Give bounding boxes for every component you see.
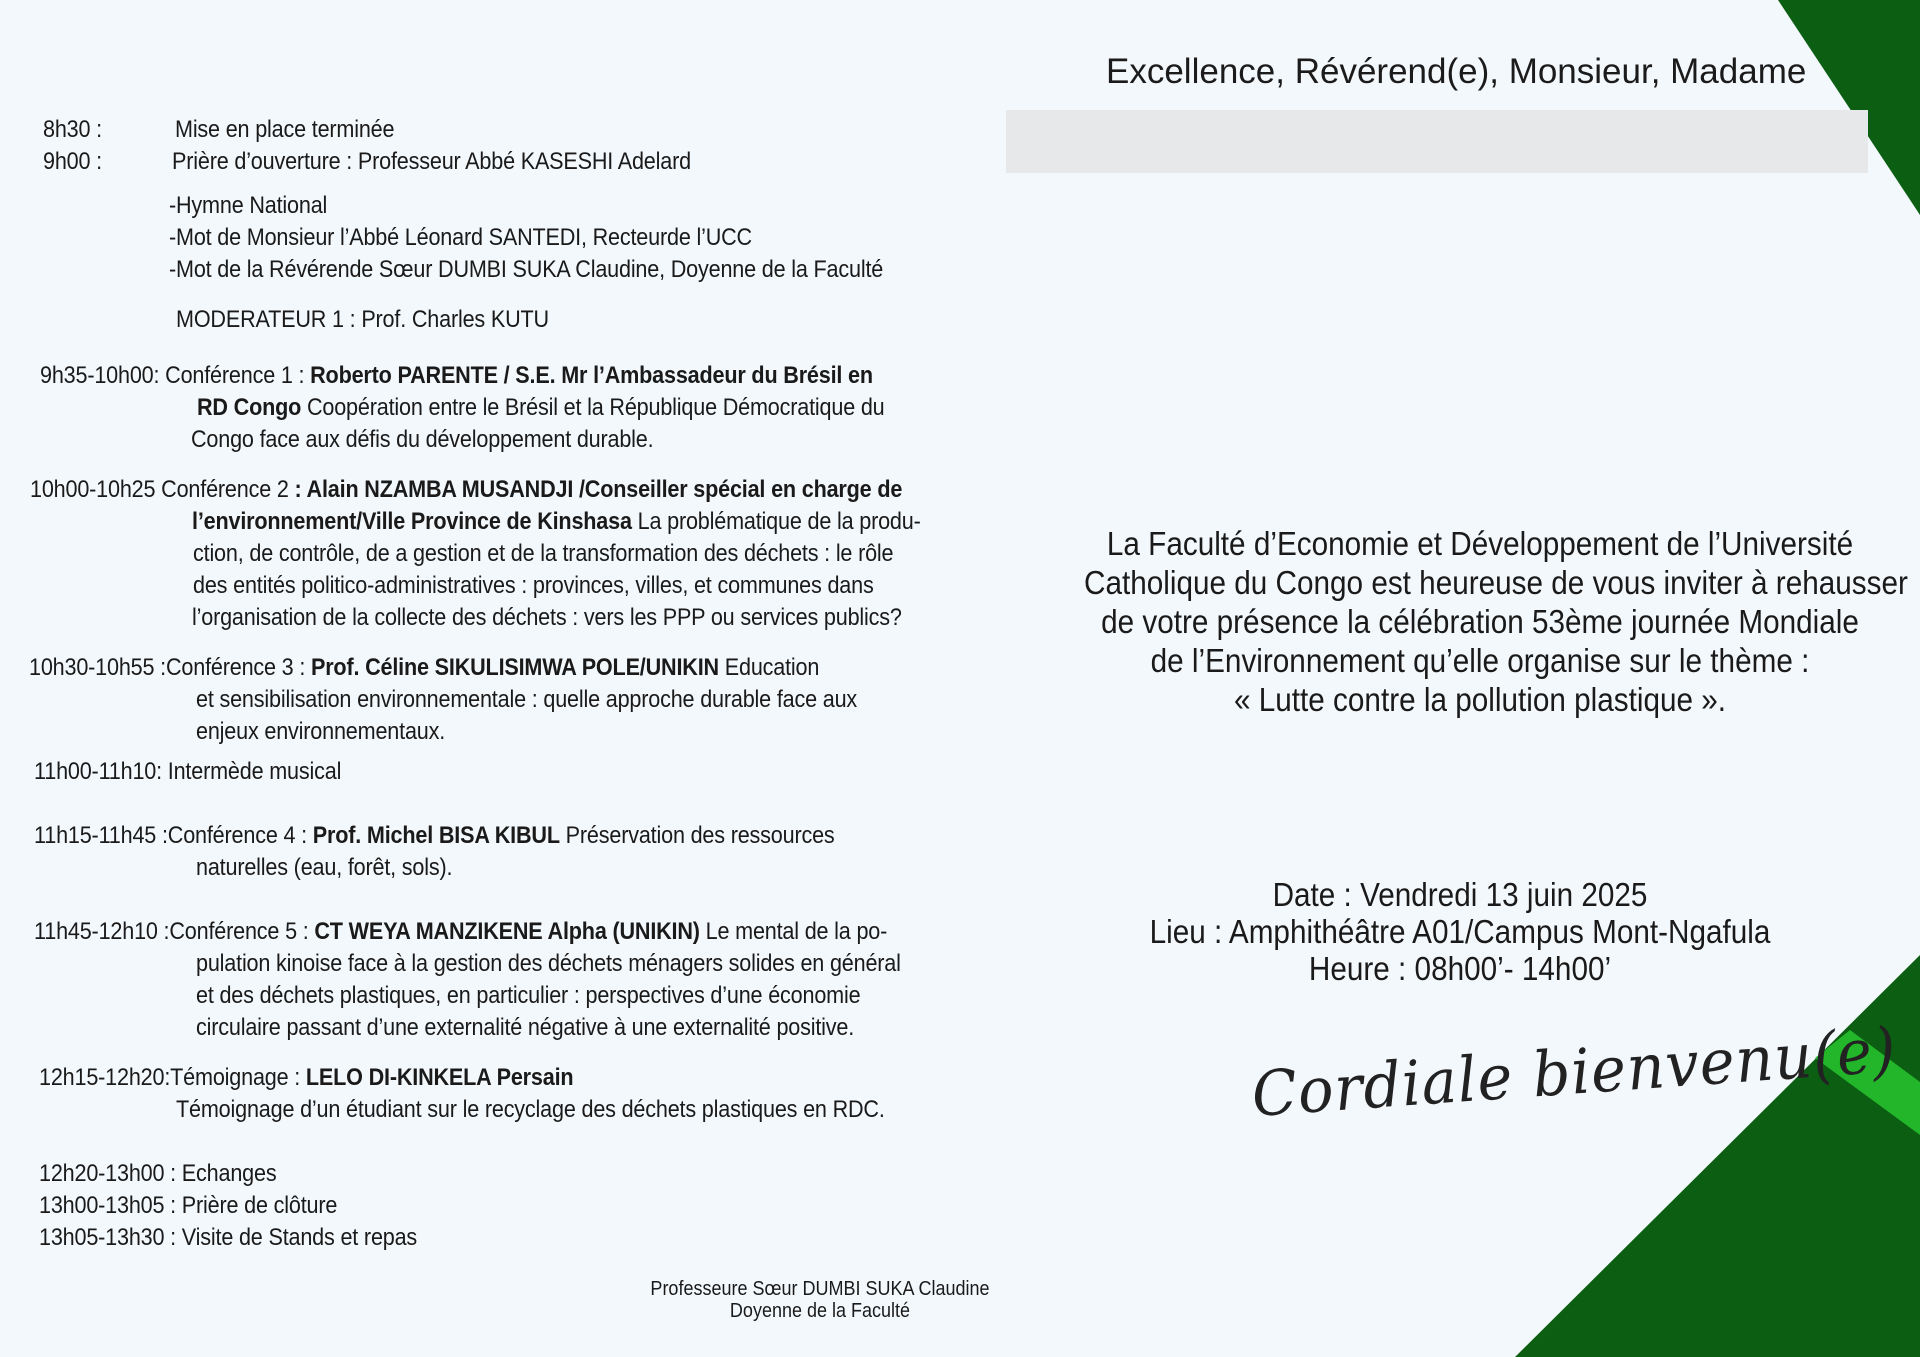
invitation-line-1: La Faculté d’Economie et Développement de l’Université bbox=[1106, 525, 1854, 562]
time-0830: 8h30 : bbox=[43, 116, 102, 143]
conference-2-line-1: 10h00-10h25 Conférence 2 : Alain NZAMBA MUSANDJI /Conseiller spécial en charge de bbox=[30, 476, 903, 503]
greeting: Excellence, Révérend(e), Monsieur, Madame bbox=[1106, 52, 1807, 91]
conference-1-line-2: RD Congo Coopération entre le Brésil et la République Démocratique du bbox=[197, 394, 885, 421]
dean-title: Doyenne de la Faculté bbox=[729, 1300, 911, 1322]
grey-banner bbox=[1006, 110, 1868, 173]
item-anthem: -Hymne National bbox=[169, 192, 328, 219]
item-opening-prayer: Prière d’ouverture : Professeur Abbé KASESHI Adelard bbox=[172, 148, 691, 175]
conference-3-line-1: 10h30-10h55 :Conférence 3 : Prof. Céline SIKULISIMWA POLE/UNIKIN Education bbox=[29, 654, 820, 681]
invitation-line-4: de l’Environnement qu’elle organise sur le thème : bbox=[1150, 642, 1810, 679]
event-place: Lieu : Amphithéâtre A01/Campus Mont-Ngafula bbox=[1149, 913, 1771, 950]
invitation-line-3: de votre présence la célébration 53ème journée Mondiale bbox=[1101, 603, 1859, 640]
event-date: Date : Vendredi 13 juin 2025 bbox=[1272, 876, 1648, 913]
closing-prayer: 13h00-13h05 : Prière de clôture bbox=[39, 1192, 338, 1219]
conference-3-line-2: et sensibilisation environnementale : quelle approche durable face aux bbox=[196, 686, 858, 713]
testimony-line-2: Témoignage d’un étudiant sur le recyclage des déchets plastiques en RDC. bbox=[176, 1096, 885, 1123]
conference-1-line-3: Congo face aux défis du développement durable. bbox=[191, 426, 654, 453]
invitation-line-2: Catholique du Congo est heureuse de vous inviter à rehausser bbox=[1084, 564, 1908, 601]
conference-5-line-3: et des déchets plastiques, en particulier : perspectives d’une économie bbox=[196, 982, 861, 1009]
closing-exchanges: 12h20-13h00 : Echanges bbox=[39, 1160, 277, 1187]
conference-1-line-1: 9h35-10h00: Conférence 1 : Roberto PARENTE / S.E. Mr l’Ambassadeur du Brésil en bbox=[40, 362, 873, 389]
conference-5-line-4: circulaire passant d’une externalité négative à une externalité positive. bbox=[196, 1014, 855, 1041]
closing-stands-meal: 13h05-13h30 : Visite de Stands et repas bbox=[39, 1224, 418, 1251]
conference-2-line-2: l’environnement/Ville Province de Kinshasa La problématique de la produ- bbox=[192, 508, 921, 535]
conference-5-line-1: 11h45-12h10 :Conférence 5 : CT WEYA MANZIKENE Alpha (UNIKIN) Le mental de la po- bbox=[34, 918, 888, 945]
conference-2-line-4: des entités politico-administratives : provinces, villes, et communes dans bbox=[193, 572, 874, 599]
event-details bbox=[1060, 876, 1860, 987]
item-setup: Mise en place terminée bbox=[175, 116, 395, 143]
conference-4-line-2: naturelles (eau, forêt, sols). bbox=[196, 854, 453, 881]
top-right-green-shape bbox=[1778, 0, 1920, 215]
welcome-signature: Cordiale bienvenu(e) bbox=[1249, 1013, 1899, 1131]
invitation-line-5: « Lutte contre la pollution plastique ». bbox=[1233, 681, 1727, 718]
item-rector-word: -Mot de Monsieur l’Abbé Léonard SANTEDI, Recteurde l’UCC bbox=[169, 224, 752, 251]
conference-4-line-1: 11h15-11h45 :Conférence 4 : Prof. Michel BISA KIBUL Préservation des ressources bbox=[34, 822, 835, 849]
event-time: Heure : 08h00’- 14h00’ bbox=[1308, 950, 1612, 987]
musical-interlude: 11h00-11h10: Intermède musical bbox=[34, 758, 342, 785]
item-dean-word: -Mot de la Révérende Sœur DUMBI SUKA Claudine, Doyenne de la Faculté bbox=[169, 256, 884, 283]
invitation-text bbox=[1040, 524, 1920, 719]
testimony-line-1: 12h15-12h20:Témoignage : LELO DI-KINKELA Persain bbox=[39, 1064, 574, 1091]
time-0900: 9h00 : bbox=[43, 148, 102, 175]
dean-signature-block bbox=[560, 1278, 1080, 1322]
conference-3-line-3: enjeux environnementaux. bbox=[196, 718, 446, 745]
conference-2-line-3: ction, de contrôle, de a gestion et de la transformation des déchets : le rôle bbox=[193, 540, 894, 567]
moderator: MODERATEUR 1 : Prof. Charles KUTU bbox=[176, 306, 549, 333]
conference-5-line-2: pulation kinoise face à la gestion des déchets ménagers solides en général bbox=[196, 950, 901, 977]
conference-2-line-5: l’organisation de la collecte des déchets : vers les PPP ou services publics? bbox=[192, 604, 902, 631]
dean-name: Professeure Sœur DUMBI SUKA Claudine bbox=[650, 1278, 990, 1300]
